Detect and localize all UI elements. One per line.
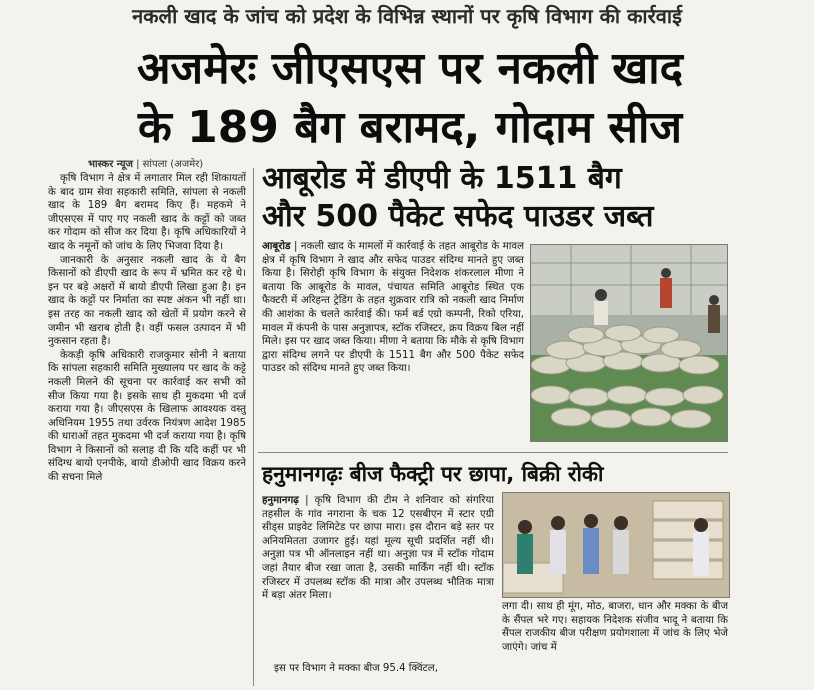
hanuman-story-continued: [262, 662, 494, 680]
column-divider: [253, 168, 254, 686]
abu-headline-line-1: आबूरोड में डीएपी के 1511 बैग: [262, 161, 622, 196]
hanuman-story-right: [502, 600, 728, 676]
hanuman-right-paragraph: लगा दी। साथ ही मूंग, मोठ, बाजरा, धान और मक्का के बीज के सैंपल भरे गए। सहायक निदेशक संजीव भादू ने बताया कि सैंपल राजकीय बीज परीक्षण प्रयोगशाला में जांच के लिए भेजे जाएंगे। जांच में: [502, 601, 728, 653]
hanuman-body-text: | कृषि विभाग की टीम ने शनिवार को संगरिया तहसील के गांव नगराना के चक 12 एसबीएन में स्टार एग्री सीड्स प्राइवेट लिमिटेड पर छापा मारा। इस दौरान बड़े स्तर पर अनियमितता उजागर हुई। यहां मूल्य सूची प्रदर्शित नहीं थी। अनुज्ञा पत्र भी ऑनलाइन नहीं था। अनुज्ञा पत्र में स्टॉक गोदाम जहां तैयार बीज रखा जाता है, उसकी मार्किंग नहीं थी। स्टॉक रजिस्टर में उपलब्ध स्टॉक की मात्रा और उपलब्ध भौतिक मात्रा में बड़ा अंतर मिला।: [262, 495, 494, 602]
hanuman-dateline: हनुमानगढ़: [262, 495, 299, 506]
left-paragraph: केकड़ी कृषि अधिकारी राजकुमार सोनी ने बताया कि सांपला सहकारी समिति मुख्यालय पर खाद के कट्टे नकली मिलने की सूचना पर कार्रवाई कर सभी को सीज किया गया है। इसके साथ ही मुकदमा भी दर्ज कराया गया है। जीएसएस के खिलाफ आवश्यक वस्तु अधिनियम 1955 तथा उर्वरक नियंत्रण आदेश 1985 की धाराओं तहत मुकदमा भी दर्ज कराया गया है। कृषि विभाग ने किसानों को सलाह दी कि यदि कहीं पर भी संदिग्ध बायो एनपीके, बायो डीओपी खाद विक्रय करने की सचना मिले: [48, 349, 246, 484]
hanuman-story-body: [262, 494, 494, 658]
abu-paragraph: [262, 240, 524, 376]
kicker: नकली खाद के जांच को प्रदेश के विभिन्न स्थानों पर कृषि विभाग की कार्रवाई: [132, 4, 682, 28]
hanuman-paragraph: [262, 494, 494, 603]
byline-source: भास्कर न्यूज: [88, 159, 133, 170]
byline: [88, 156, 203, 170]
warehouse-illustration: [531, 245, 727, 441]
abu-dateline: आबूरोड: [262, 241, 291, 252]
left-paragraph: जानकारी के अनुसार नकली खाद के ये बैग किसानों को डीएपी खाद के रूप में भ्रमित कर रहे थे। इन पर बड़े अक्षरों में बायो डीएपी लिखा हुआ है। इन खाद के कट्टों पर निर्माता का स्पष्ट अंकन भी नहीं था। इस तरह का नकली खाद को खेतों में प्रयोग करने से जमीन भी खराब होती है। वहीं फसल उत्पादन में भी नुकसान रहता है।: [48, 254, 246, 348]
byline-place: | सांपला (अजमेर): [136, 159, 204, 170]
left-story: [48, 172, 246, 686]
fertilizer-bags-photo: [530, 244, 728, 442]
abu-body-text: | नकली खाद के मामलों में कार्रवाई के तहत आबूरोड के मावल क्षेत्र में कृषि विभाग ने खाद और सफेद पाउडर संदिग्ध मानते हुए जब्त किया है। सिरोही कृषि विभाग के संयुक्त निदेशक शंकरलाल मीणा ने बताया कि आबूरोड के मावल, पंचायत समिति आबूरोड स्थित एक फैक्टरी में अरिहन्त ट्रेडिंग के तहत शुक्रवार रात्रि को नकली खाद निर्माण की आशंका के चलते कार्रवाई की। फर्म बर्ड एग्रो कम्पनी, रिको एरिया, मावल में कंपनी के पास अनुज्ञापत्र, स्टॉक रजिस्टर, क्रय विक्रय बिल नहीं मिले। इस पर खाद जब्त किया। मीणा ने बताया कि मौके से कृषि विभाग द्वारा संदिग्ध लगने पर डीएपी के 1511 बैग और 500 पैकेट सफेद पाउडर को संदिग्ध मानते हुए जब्त किया।: [262, 241, 524, 375]
headline-line-1: अजमेरः जीएसएस पर नकली खाद: [136, 43, 684, 94]
abu-story-body: [262, 240, 524, 446]
seed-factory-photo: [502, 492, 730, 598]
hanuman-paragraph-2: इस पर विभाग ने मक्का बीज 95.4 क्विंटल,: [274, 663, 438, 674]
section-divider: [258, 452, 728, 453]
headline-line-2: के 189 बैग बरामद, गोदाम सीज: [137, 102, 683, 153]
hanuman-headline: हनुमानगढ़ः बीज फैक्ट्री पर छापा, बिक्री रोकी: [262, 462, 604, 486]
left-paragraph: कृषि विभाग ने क्षेत्र में लगातार मिल रही शिकायतों के बाद ग्राम सेवा सहकारी समिति, सांपला से नकली खाद के 189 बैग बरामद किए हैं। महकमे ने जीएसएस में पाए गए नकली खाद के कट्टों को जब्त कर गोदाम को सीज कर दिया है। कृषि अधिकारियों ने खाद के नमूनों को जांच के लिए भिजवा दिया है।: [48, 173, 246, 252]
abu-headline-line-2: और 500 पैकेट सफेद पाउडर जब्त: [262, 199, 654, 234]
seed-inspection-illustration: [503, 493, 729, 597]
